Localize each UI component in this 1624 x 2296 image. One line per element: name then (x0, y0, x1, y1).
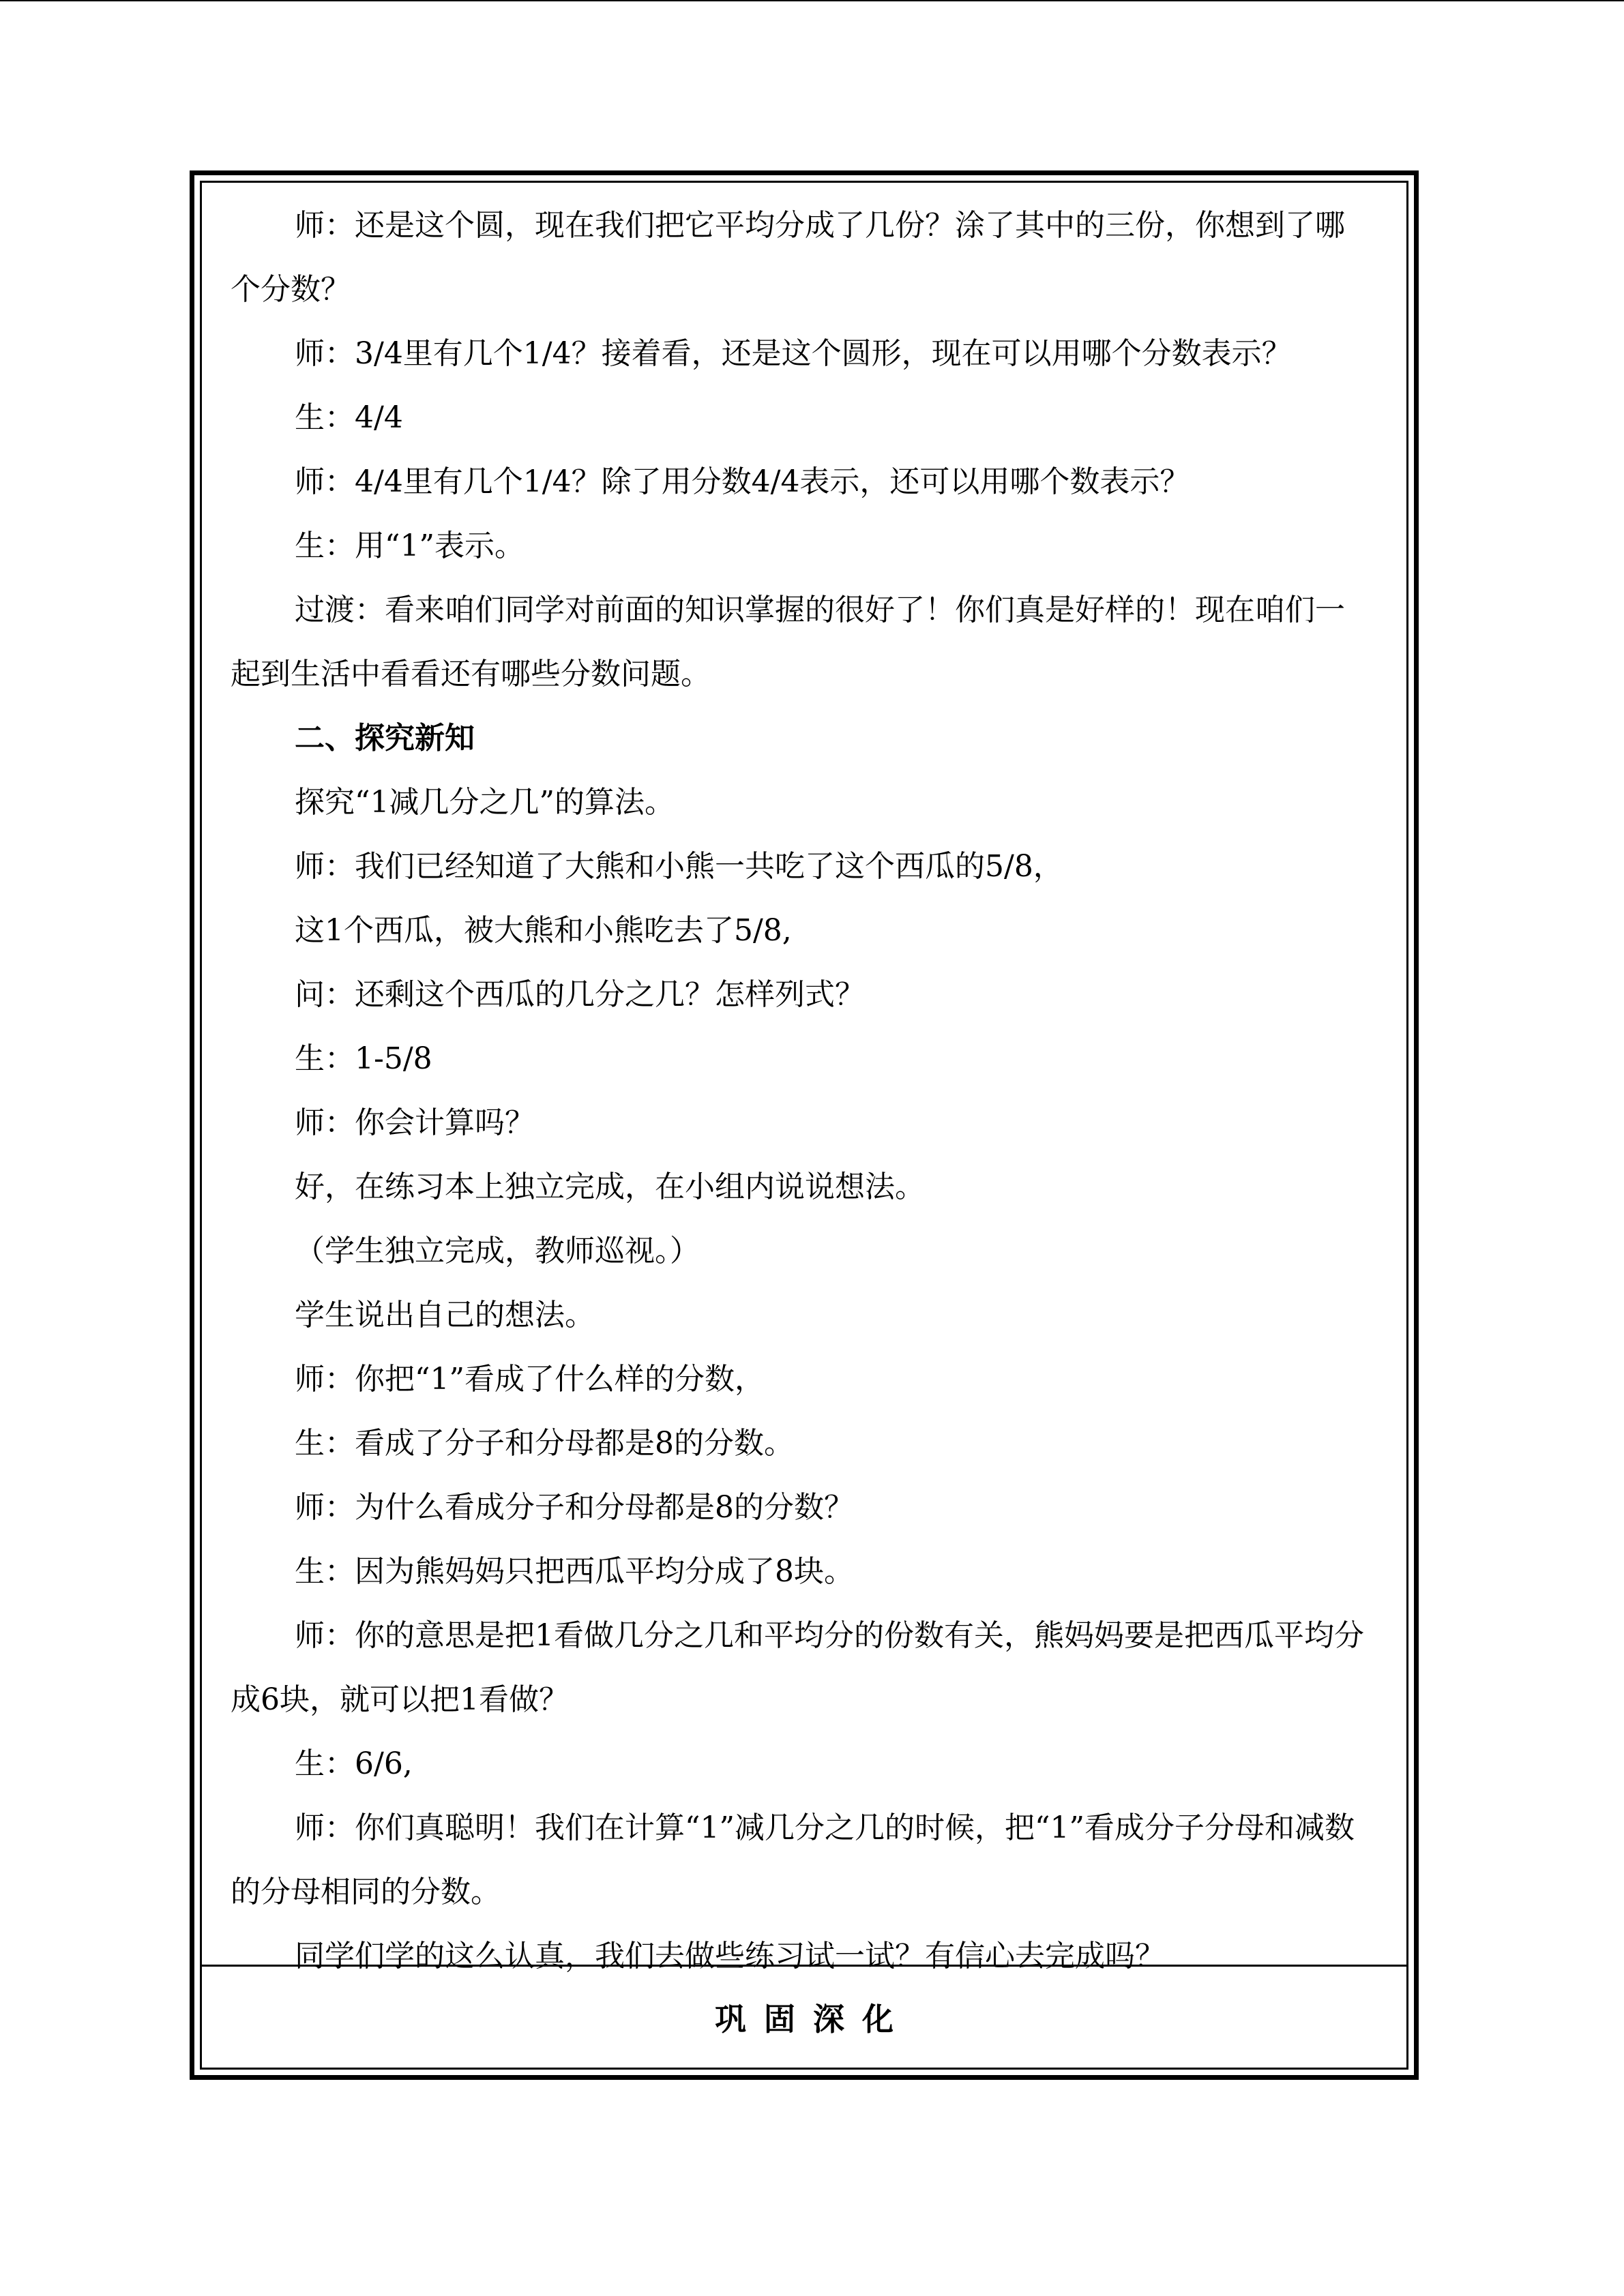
lesson-table (190, 170, 1419, 2080)
paragraph: 同学们学的这么认真，我们去做些练习试一试？有信心去完成吗？ (295, 1939, 1165, 1973)
section-title: 巩固深化 (715, 2001, 911, 2038)
paragraph: 过渡：看来咱们同学对前面的知识掌握的很好了！你们真是好样的！现在咱们一起到生活中看看还有哪些分数问题。 (231, 593, 1345, 691)
paragraph: 师：4/4里有几个1/4？除了用分数4/4表示，还可以用哪个数表示？ (295, 464, 1190, 499)
paragraph: 生：6/6, (295, 1746, 413, 1781)
page-top-rule (0, 0, 1624, 1)
lesson-table-inner-border (200, 181, 1408, 2070)
paragraph: 这1个西瓜，被大熊和小熊吃去了5/8, (295, 913, 792, 948)
paragraph: 师：你们真聪明！我们在计算“1”减几分之几的时候，把“1”看成分子分母和减数的分母相同的分数。 (231, 1810, 1355, 1909)
section-heading: 二、探究新知 (295, 721, 475, 756)
paragraph: （学生独立完成，教师巡视。） (295, 1234, 700, 1268)
paragraph: 师：3/4里有几个1/4？接着看，还是这个圆形，现在可以用哪个分数表示？ (295, 336, 1292, 371)
paragraph: 问：还剩这个西瓜的几分之几？怎样列式？ (295, 977, 865, 1012)
paragraph: 师：还是这个圆，现在我们把它平均分成了几份？涂了其中的三份，你想到了哪个分数？ (231, 208, 1345, 307)
paragraph: 师：你的意思是把1看做几分之几和平均分的份数有关，熊妈妈要是把西瓜平均分成6块，就可以把1看做？ (231, 1618, 1364, 1717)
section-title-cell (202, 1967, 1406, 2068)
paragraph: 生：4/4 (295, 400, 403, 435)
paragraph: 生：看成了分子和分母都是8的分数。 (295, 1426, 794, 1461)
lesson-content-cell (202, 183, 1406, 1973)
paragraph: 生：1-5/8 (295, 1041, 432, 1076)
paragraph: 学生说出自己的想法。 (295, 1298, 595, 1332)
paragraph: 师：你会计算吗？ (295, 1105, 535, 1140)
paragraph: 生：因为熊妈妈只把西瓜平均分成了8块。 (295, 1554, 854, 1589)
paragraph: 探究“1减几分之几”的算法。 (295, 785, 675, 820)
paragraph: 好，在练习本上独立完成，在小组内说说想法。 (295, 1169, 925, 1204)
paragraph: 师：为什么看成分子和分母都是8的分数？ (295, 1490, 854, 1525)
paragraph: 师：我们已经知道了大熊和小熊一共吃了这个西瓜的5/8， (295, 849, 1063, 884)
paragraph: 生：用“1”表示。 (295, 528, 525, 563)
paragraph: 师：你把“1”看成了什么样的分数， (295, 1362, 765, 1397)
